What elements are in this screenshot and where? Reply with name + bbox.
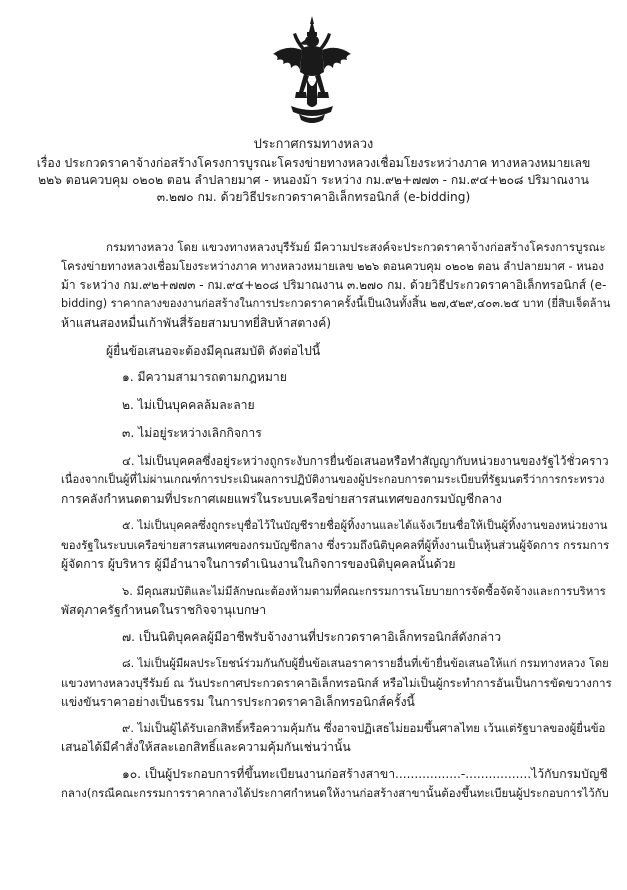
list-item-continuation: แขวงทางหลวงบุรีรัมย์ ณ วันประกาศประกวดราคาอิเล็กทรอนิกส์ หรือไม่เป็นผู้กระทำการอันเป็นการขัดขวางการ: [61, 676, 612, 690]
list-item: ๖. มีคุณสมบัติและไม่มีลักษณะต้องห้ามตามที่คณะกรรมการนโยบายการจัดซื้อจัดจ้างและการบริหาร: [122, 584, 606, 598]
subject-line: ๓.๒๗๐ กม. ด้วยวิธีประกวดราคาอิเล็กทรอนิกส์ (e-bidding): [156, 190, 471, 204]
intro-line: โครงข่ายทางหลวงเชื่อมโยงระหว่างภาค ทางหลวงหมายเลข ๒๒๖ ตอนควบคุม ๐๒๐๒ ตอน ลำปลายมาศ - หนอง: [61, 259, 604, 273]
list-item-continuation: แข่งขันราคาอย่างเป็นธรรม ในการประกวดราคาอิเล็กทรอนิกส์ครั้งนี้: [61, 695, 415, 709]
list-item: ๒. ไม่เป็นบุคคลล้มละลาย: [122, 398, 255, 412]
list-item-continuation: กลาง(กรณีคณะกรรมการราคากลางได้ประกาศกำหนดให้งานก่อสร้างสาขานั้นต้องขึ้นทะเบียนผู้ประกอบการไว้กับ: [61, 786, 609, 800]
org-title: ประกาศกรมทางหลวง: [253, 137, 374, 152]
intro-line: ห้าแสนสองหมื่นเก้าพันสี่ร้อยสามบาทยี่สิบห้าสตางค์): [61, 316, 331, 330]
intro-line: กรมทางหลวง โดย แขวงทางหลวงบุรีรัมย์ มีความประสงค์จะประกวดราคาจ้างก่อสร้างโครงการบูรณะ: [106, 240, 606, 254]
list-item-continuation: การคลังกำหนดตามที่ประกาศเผยแพร่ในระบบเครือข่ายสารสนเทศของกรมบัญชีกลาง: [61, 492, 502, 506]
list-item-continuation: เสนอได้มีคำสั่งให้สละเอกสิทธิ์และความคุ้มกันเช่นว่านั้น: [61, 740, 351, 754]
subject-line: ๒๒๖ ตอนควบคุม ๐๒๐๒ ตอน ลำปลายมาศ - หนองม้า ระหว่าง กม.๙๒+๗๗๓ - กม.๙๔+๒๐๘ ปริมาณงาน: [38, 173, 589, 187]
intro-line: ม้า ระหว่าง กม.๙๒+๗๗๓ - กม.๙๔+๒๐๘ ปริมาณงาน ๓.๒๗๐ กม. ด้วยวิธีประกวดราคาอิเล็กทรอนิกส์ (e-: [61, 278, 607, 292]
list-item: ๕. ไม่เป็นบุคคลซึ่งถูกระบุชื่อไว้ในบัญชีรายชื่อผู้ทิ้งงานและได้แจ้งเวียนชื่อให้เป็นผู้ทิ้งงานของหน่วยงาน: [122, 519, 608, 532]
garuda-emblem-icon: [269, 14, 355, 126]
list-item-continuation: พัสดุภาครัฐกำหนดในราชกิจจานุเบกษา: [61, 603, 267, 617]
list-item: ๔. ไม่เป็นบุคคลซึ่งอยู่ระหว่างถูกระงับการยื่นข้อเสนอหรือทำสัญญากับหน่วยงานของรัฐไว้ชั่วคราว: [122, 454, 609, 468]
subject-line: เรื่อง ประกวดราคาจ้างก่อสร้างโครงการบูรณะโครงข่ายทางหลวงเชื่อมโยงระหว่างภาค ทางหลวงหมายเลข: [36, 156, 591, 170]
intro-line: bidding) ราคากลางของงานก่อสร้างในการประกวดราคาครั้งนี้เป็นเงินทั้งสิ้น ๒๗,๕๒๙,๔๐๓.๒๕ บาท (ยี่สิบเจ็ดล้าน: [61, 297, 611, 310]
list-item-continuation: ของรัฐในระบบเครือข่ายสารสนเทศของกรมบัญชีกลาง ซึ่งรวมถึงนิติบุคคลที่ผู้ทิ้งงานเป็นหุ้นส่วนผู้จัดการ กรรมการ: [61, 538, 610, 552]
list-item: ๑๐. เป็นผู้ประกอบการที่ขึ้นทะเบียนงานก่อสร้างสาขา.................-.................ไว้กับกรมบัญชี: [122, 767, 608, 781]
list-item: ๑. มีความสามารถตามกฎหมาย: [122, 370, 287, 384]
list-item: ๘. ไม่เป็นผู้มีผลประโยชน์ร่วมกันกับผู้ยื่นข้อเสนอราคารายอื่นที่เข้ายื่นข้อเสนอให้แก่ กรมทางหลวง โดย: [122, 657, 609, 670]
list-item: ๓. ไม่อยู่ระหว่างเลิกกิจการ: [122, 426, 262, 440]
qualifications-intro: ผู้ยื่นข้อเสนอจะต้องมีคุณสมบัติ ดังต่อไปนี้: [106, 344, 321, 358]
list-item-continuation: ผู้จัดการ ผู้บริหาร ผู้มีอำนาจในการดำเนินงานในกิจการของนิติบุคคลนั้นด้วย: [61, 557, 456, 571]
list-item: ๗. เป็นนิติบุคคลผู้มีอาชีพรับจ้างงานที่ประกวดราคาอิเล็กทรอนิกส์ดังกล่าว: [122, 630, 502, 644]
list-item: ๙. ไม่เป็นผู้ได้รับเอกสิทธิ์หรือความคุ้มกัน ซึ่งอาจปฏิเสธไม่ยอมขึ้นศาลไทย เว้นแต่รัฐบาลของผู้ยื่นข้อ: [122, 721, 606, 735]
list-item-continuation: เนื่องจากเป็นผู้ที่ไม่ผ่านเกณฑ์การประเมินผลการปฏิบัติงานของผู้ประกอบการตามระเบียบที่รัฐมนตรีว่าการกระทรวง: [61, 473, 605, 486]
